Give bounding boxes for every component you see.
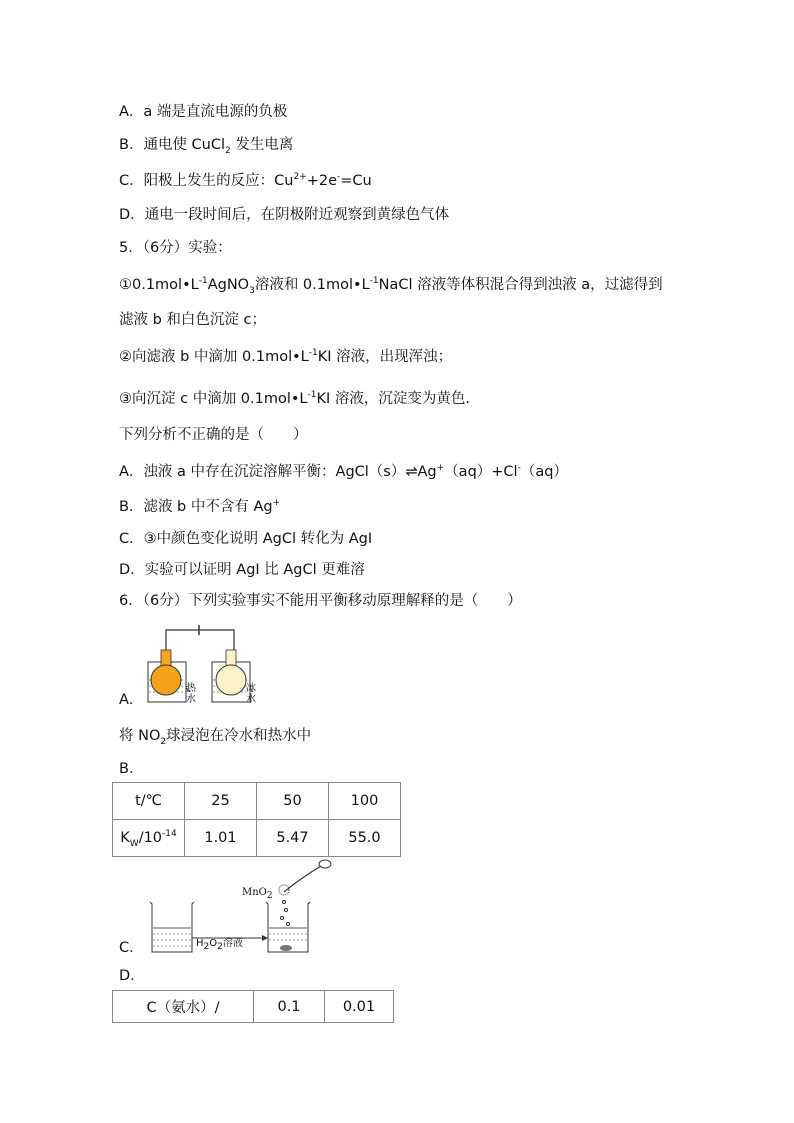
table-cell: 0.1	[254, 991, 325, 1023]
table-cell: 5.47	[257, 820, 329, 857]
q5-option-a: A．浊液 a 中存在沉淀溶解平衡：AgCl（s）⇌Ag+（aq）+Cl-（aq）	[119, 463, 568, 480]
table-cell: 55.0	[329, 820, 401, 857]
ammonia-table	[112, 990, 394, 1023]
q6-stem: 6．（6分）下列实验事实不能用平衡移动原理解释的是（ ）	[119, 593, 522, 609]
q5-stem: 5．（6分）实验：	[119, 240, 232, 256]
q4-option-d: D．通电一段时间后，在阴极附近观察到黄绿色气体	[119, 207, 450, 223]
fig-label-h2o2: $H_2O_2$溶液	[196, 938, 243, 952]
q6-option-a-caption: 将 $NO_2$球浸泡在冷水和热水中	[119, 728, 312, 747]
fig-label-mno2: MnO$_2$	[242, 887, 273, 901]
q6-option-b-label: B．	[119, 761, 144, 777]
table-cell: 1.01	[185, 820, 257, 857]
q4-option-b: B．通电使 CuCl$_2$ 发生电离	[119, 137, 294, 156]
table-cell: t/℃	[113, 783, 185, 820]
table-cell: 25	[185, 783, 257, 820]
q5-question: 下列分析不正确的是（ ）	[119, 427, 308, 443]
q5-experiment-2: ②向滤液 b 中滴加 $0.1mol•L^{-1}KI$ 溶液，出现浑浊；	[119, 348, 453, 365]
table-cell: 0.01	[325, 991, 394, 1023]
q4-option-a: A．a 端是直流电源的负极	[119, 104, 288, 120]
q5-experiment-1-cont: 滤液 b 和白色沉淀 c；	[119, 312, 267, 328]
fig-label-ice-water: 冰水	[246, 683, 256, 705]
table-row	[113, 991, 394, 1023]
q4-option-c: C．阳极上发生的反应：$Cu^{2+}+2e^-=Cu$	[119, 172, 372, 189]
table-cell: $K_W/10^{-14}$	[113, 820, 185, 857]
q6-option-a-label: A．	[119, 692, 144, 708]
table-cell: C（氨水）/	[113, 991, 254, 1023]
table-row	[113, 783, 401, 820]
table-cell: 50	[257, 783, 329, 820]
q6-option-c-label: C．	[119, 940, 144, 956]
q5-experiment-3: ③向沉淀 c 中滴加 $0.1mol•L^{-1}KI$ 溶液，沉淀变为黄色.	[119, 390, 471, 407]
q5-option-c: C．③中颜色变化说明 AgCl 转化为 AgI	[119, 531, 373, 547]
q6-option-d-label: D．	[119, 968, 145, 984]
table-cell: 100	[329, 783, 401, 820]
kw-table	[112, 782, 401, 857]
fig-label-hot-water: 热水	[186, 683, 196, 705]
q5-option-b: B．滤液 b 中不含有 Ag+	[119, 498, 281, 515]
q5-experiment-1: $①0.1mol•L^{-1}AgNO_3$溶液和 $0.1mol•L^{-1}NaCl$ 溶液等体积混合得到浊液 a，过滤得到	[119, 276, 663, 296]
table-row	[113, 820, 401, 857]
q5-option-d: D．实验可以证明 AgI 比 AgCl 更难溶	[119, 562, 365, 578]
